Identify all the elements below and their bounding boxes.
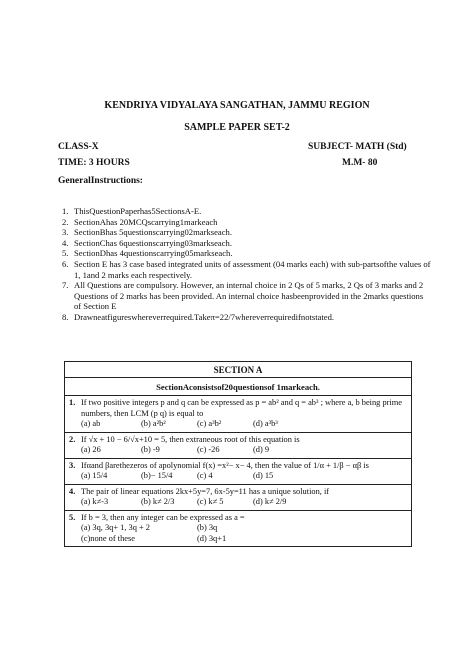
section-subtitle: SectionAconsistsof20questionsof 1markeach. [65,378,411,396]
option-b: (b) a²b² [141,419,166,428]
option-d: (d) 3q+1 [197,533,227,543]
paper-set-title: SAMPLE PAPER SET-2 [184,122,290,133]
instructions-list [62,206,432,323]
question-number: 3. [69,460,76,470]
question-1 [65,396,411,433]
question-number: 4. [69,486,76,496]
instructions-heading: GeneralInstructions: [58,176,143,186]
option-b: (b)− 15/4 [141,471,173,480]
instruction-text: SectionChas 6questionscarrying03markseach. [74,237,232,248]
instruction-item [62,217,432,228]
instruction-item [62,280,432,312]
question-5 [65,511,411,547]
option-a: (a) k≠-3 [81,497,109,506]
question-4 [65,485,411,511]
question-2 [65,433,411,459]
question-text: If √x + 10 − 6/√x+10 = 5, then extraneous root of this equation is [81,434,300,444]
option-c: (c) -26 [197,445,220,454]
instruction-number: 1. [62,206,69,216]
option-d: (d) 15 [253,471,274,480]
question-text: Ifαand βarethezeros of apolynomial f(x) =x²− x− 4, then the value of 1/α + 1/β − αβ is [81,460,369,470]
option-a: (a) 26 [81,445,101,454]
option-d: (d) a³b³ [253,419,278,428]
option-c: (c) a³b² [197,419,222,428]
instruction-item [62,227,432,238]
instruction-text: Drawneatfigureswhereverrequired.Takeπ=22/7whereverrequiredifnotstated. [74,311,335,322]
option-c: (c) 4 [197,471,213,480]
question-number: 2. [69,434,76,444]
org-title: KENDRIYA VIDYALAYA SANGATHAN, JAMMU REGION [104,100,370,111]
question-text: If b = 3, then any integer can be expressed as a = [81,512,245,522]
option-c: (c) k≠ 5 [197,497,224,506]
instruction-text: ThisQuestionPaperhas5SectionsA-E. [74,206,202,216]
instruction-text: Section E has 3 case based integrated units of assessment (04 marks each) with sub-partsofthe values of 1, 1and 2 marks each respectively. [74,258,431,280]
option-d: (d) k≠ 2/9 [253,497,287,506]
question-number: 1. [69,398,76,407]
option-a: (a) 3q, 3q+ 1, 3q + 2 [81,523,150,532]
instruction-text: All Questions are compulsory. However, an internal choice in 2 Qs of 5 marks, 2 Qs of 3 marks and 2 Questions of 2 marks has been provided. An internal choice hasbeenprovided in the 2marks questions of Section E [74,280,424,312]
option-c: (c)none of these [81,533,135,543]
instruction-number: 8. [62,311,69,322]
question-text: If two positive integers p and q can be expressed as p = ab² and q = ab³ ; where a, b being prime numbers, then LCM (p q) is equal to [81,398,402,418]
option-a: (a) ab [81,419,101,428]
class-label: CLASS-X [58,142,99,152]
question-text: The pair of linear equations 2kx+5y=7, 6x-5y=11 has a unique solution, if [81,486,330,496]
option-b: (b) k≠ 2/3 [141,497,175,506]
section-title: SECTION A [65,362,411,378]
max-marks-label: M.M- 80 [342,158,378,168]
question-number: 5. [69,512,76,522]
instruction-item [62,312,432,323]
instruction-number: 6. [62,258,69,269]
section-a-table [64,361,412,547]
instruction-number: 7. [62,280,69,291]
instruction-item [62,259,432,280]
instruction-text: SectionDhas 4questionscarrying05markseach. [74,248,233,259]
option-b: (b) 3q [197,523,218,532]
instruction-item [62,206,432,217]
option-d: (d) 9 [253,445,270,454]
instruction-item [62,238,432,249]
instruction-text: SectionAhas 20MCQscarrying1markeach [74,216,218,227]
instruction-item [62,248,432,259]
instruction-number: 5. [62,248,69,259]
option-a: (a) 15/4 [81,471,108,480]
instruction-number: 2. [62,216,69,227]
question-3 [65,459,411,485]
instruction-text: SectionBhas 5questionscarrying02markseach. [74,227,232,238]
instruction-number: 4. [62,237,69,248]
time-label: TIME: 3 HOURS [58,158,130,168]
instruction-number: 3. [62,227,69,238]
option-b: (b) -9 [141,445,160,454]
subject-label: SUBJECT- MATH (Std) [308,142,407,152]
